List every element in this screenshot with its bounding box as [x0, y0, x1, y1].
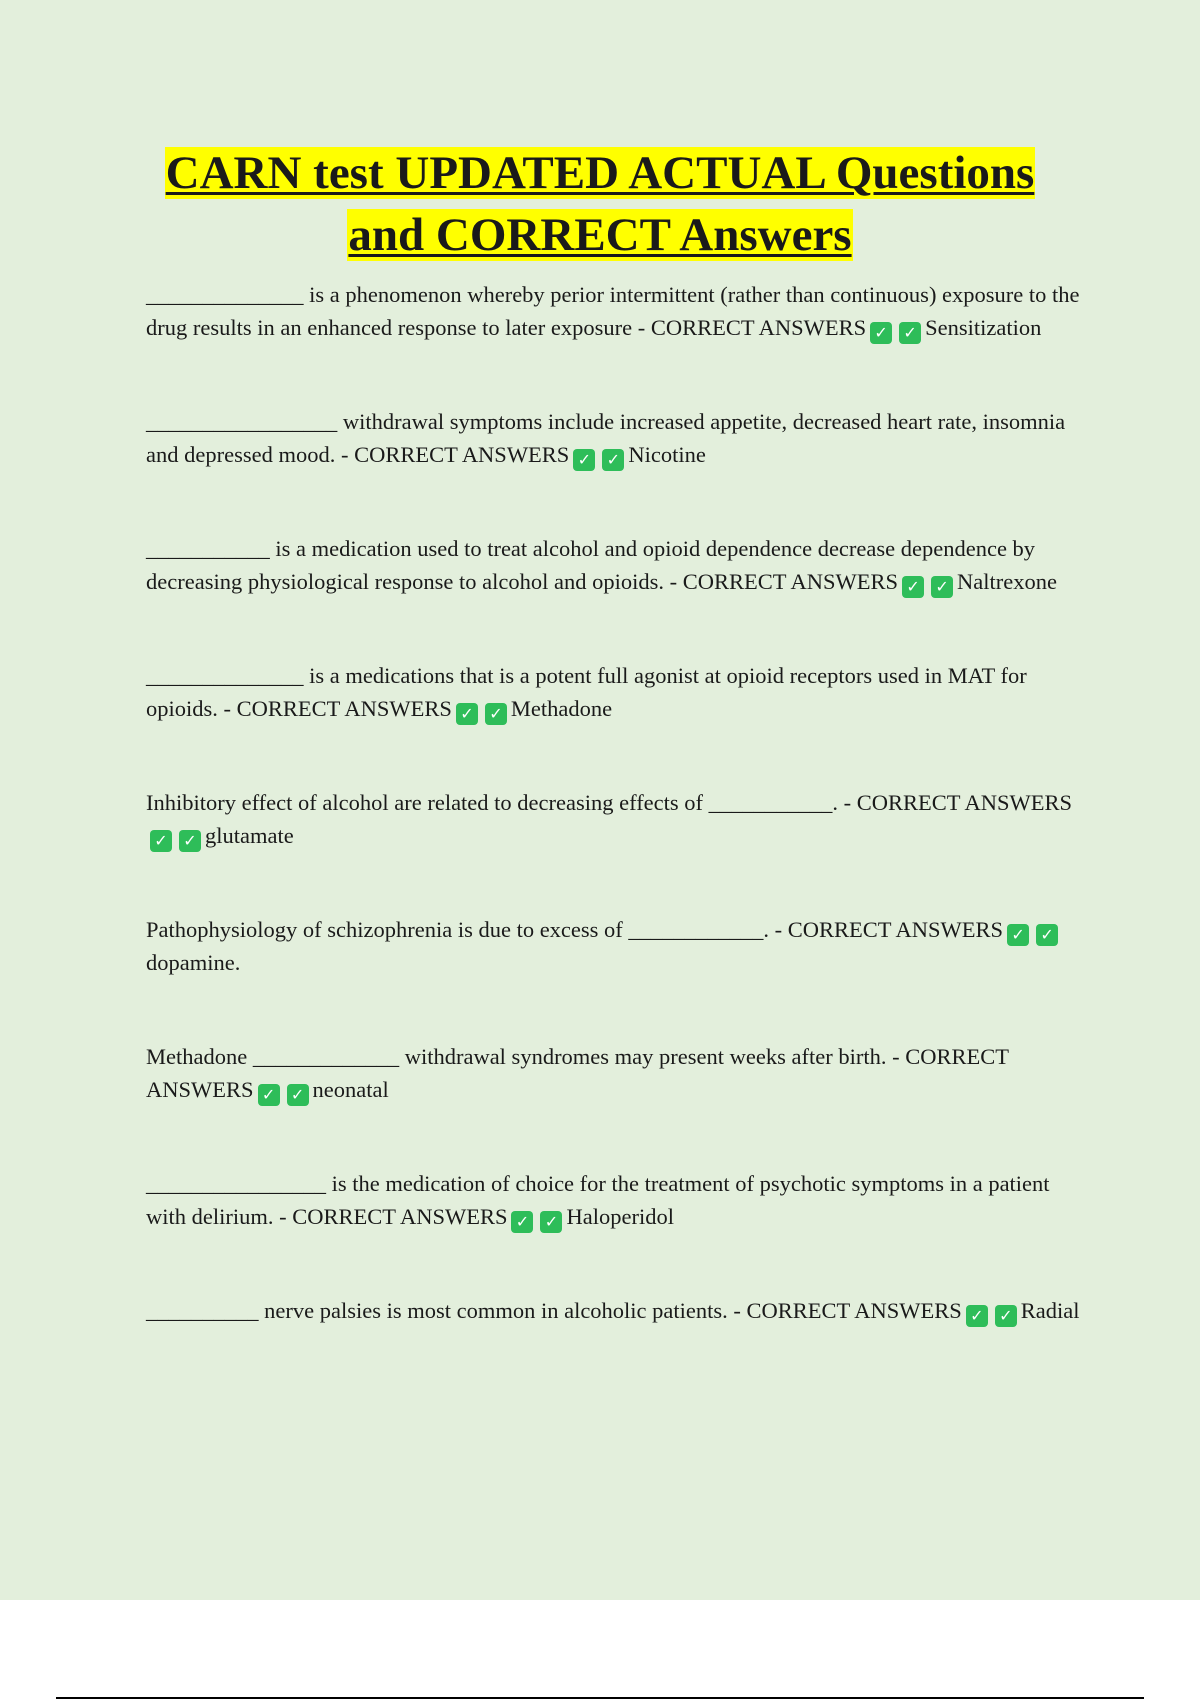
check-icon: ✓ — [899, 322, 921, 344]
check-icon: ✓ — [485, 703, 507, 725]
qa-item — [146, 278, 1086, 344]
title-line-1: CARN test UPDATED ACTUAL Questions — [165, 147, 1035, 199]
question-text: Pathophysiology of schizophrenia is due to excess of ____________. - CORRECT ANSWERS — [146, 917, 1004, 942]
check-icon: ✓ — [287, 1084, 309, 1106]
answer-text: Radial — [1020, 1298, 1080, 1323]
check-icon: ✓ — [870, 322, 892, 344]
check-icon: ✓ — [1036, 924, 1058, 946]
answer-text: glutamate — [205, 823, 294, 848]
check-icon: ✓ — [179, 830, 201, 852]
qa-item — [146, 1040, 1086, 1106]
title-line-2: and CORRECT Answers — [348, 209, 852, 261]
footer-divider — [56, 1697, 1144, 1699]
check-icon: ✓ — [602, 449, 624, 471]
question-text: ______________ is a phenomenon whereby perior intermittent (rather than continuous) exposure to the drug results in an enhanced response to later exposure - CORRECT ANSWERS — [146, 282, 1080, 340]
question-text: ______________ is a medications that is a potent full agonist at opioid receptors used in MAT for opioids. - CORRECT ANSWERS — [146, 663, 1027, 721]
check-icon: ✓ — [573, 449, 595, 471]
qa-list — [146, 278, 1086, 1388]
question-text: ___________ is a medication used to treat alcohol and opioid dependence decrease dependence by decreasing physiological response to alcohol and opioids. - CORRECT ANSWERS — [146, 536, 1036, 594]
question-text: Inhibitory effect of alcohol are related to decreasing effects of ___________. - CORRECT ANSWERS — [146, 790, 1073, 815]
qa-item — [146, 405, 1086, 471]
check-icon: ✓ — [966, 1305, 988, 1327]
answer-text: dopamine. — [146, 950, 241, 975]
check-icon: ✓ — [511, 1211, 533, 1233]
check-icon: ✓ — [540, 1211, 562, 1233]
qa-item — [146, 659, 1086, 725]
question-text: ________________ is the medication of choice for the treatment of psychotic symptoms in a patient with delirium. - CORRECT ANSWERS — [146, 1171, 1050, 1229]
check-icon: ✓ — [931, 576, 953, 598]
question-text: Methadone _____________ withdrawal syndromes may present weeks after birth. - CORRECT ANSWERS — [146, 1044, 1009, 1102]
document-title — [0, 142, 1200, 266]
answer-text: Sensitization — [925, 315, 1042, 340]
answer-text: Nicotine — [628, 442, 706, 467]
check-icon: ✓ — [1007, 924, 1029, 946]
question-text: _________________ withdrawal symptoms include increased appetite, decreased heart rate, insomnia and depressed mood. - CORRECT ANSWERS — [146, 409, 1066, 467]
check-icon: ✓ — [150, 830, 172, 852]
answer-text: Haloperidol — [566, 1204, 674, 1229]
check-icon: ✓ — [258, 1084, 280, 1106]
answer-text: Methadone — [510, 696, 613, 721]
check-icon: ✓ — [995, 1305, 1017, 1327]
qa-item — [146, 532, 1086, 598]
check-icon: ✓ — [902, 576, 924, 598]
check-icon: ✓ — [456, 703, 478, 725]
qa-item — [146, 913, 1086, 979]
qa-item — [146, 786, 1086, 852]
question-text: __________ nerve palsies is most common in alcoholic patients. - CORRECT ANSWERS — [146, 1298, 962, 1323]
answer-text: neonatal — [312, 1077, 389, 1102]
qa-item — [146, 1167, 1086, 1233]
answer-text: Naltrexone — [957, 569, 1057, 594]
qa-item — [146, 1294, 1086, 1327]
